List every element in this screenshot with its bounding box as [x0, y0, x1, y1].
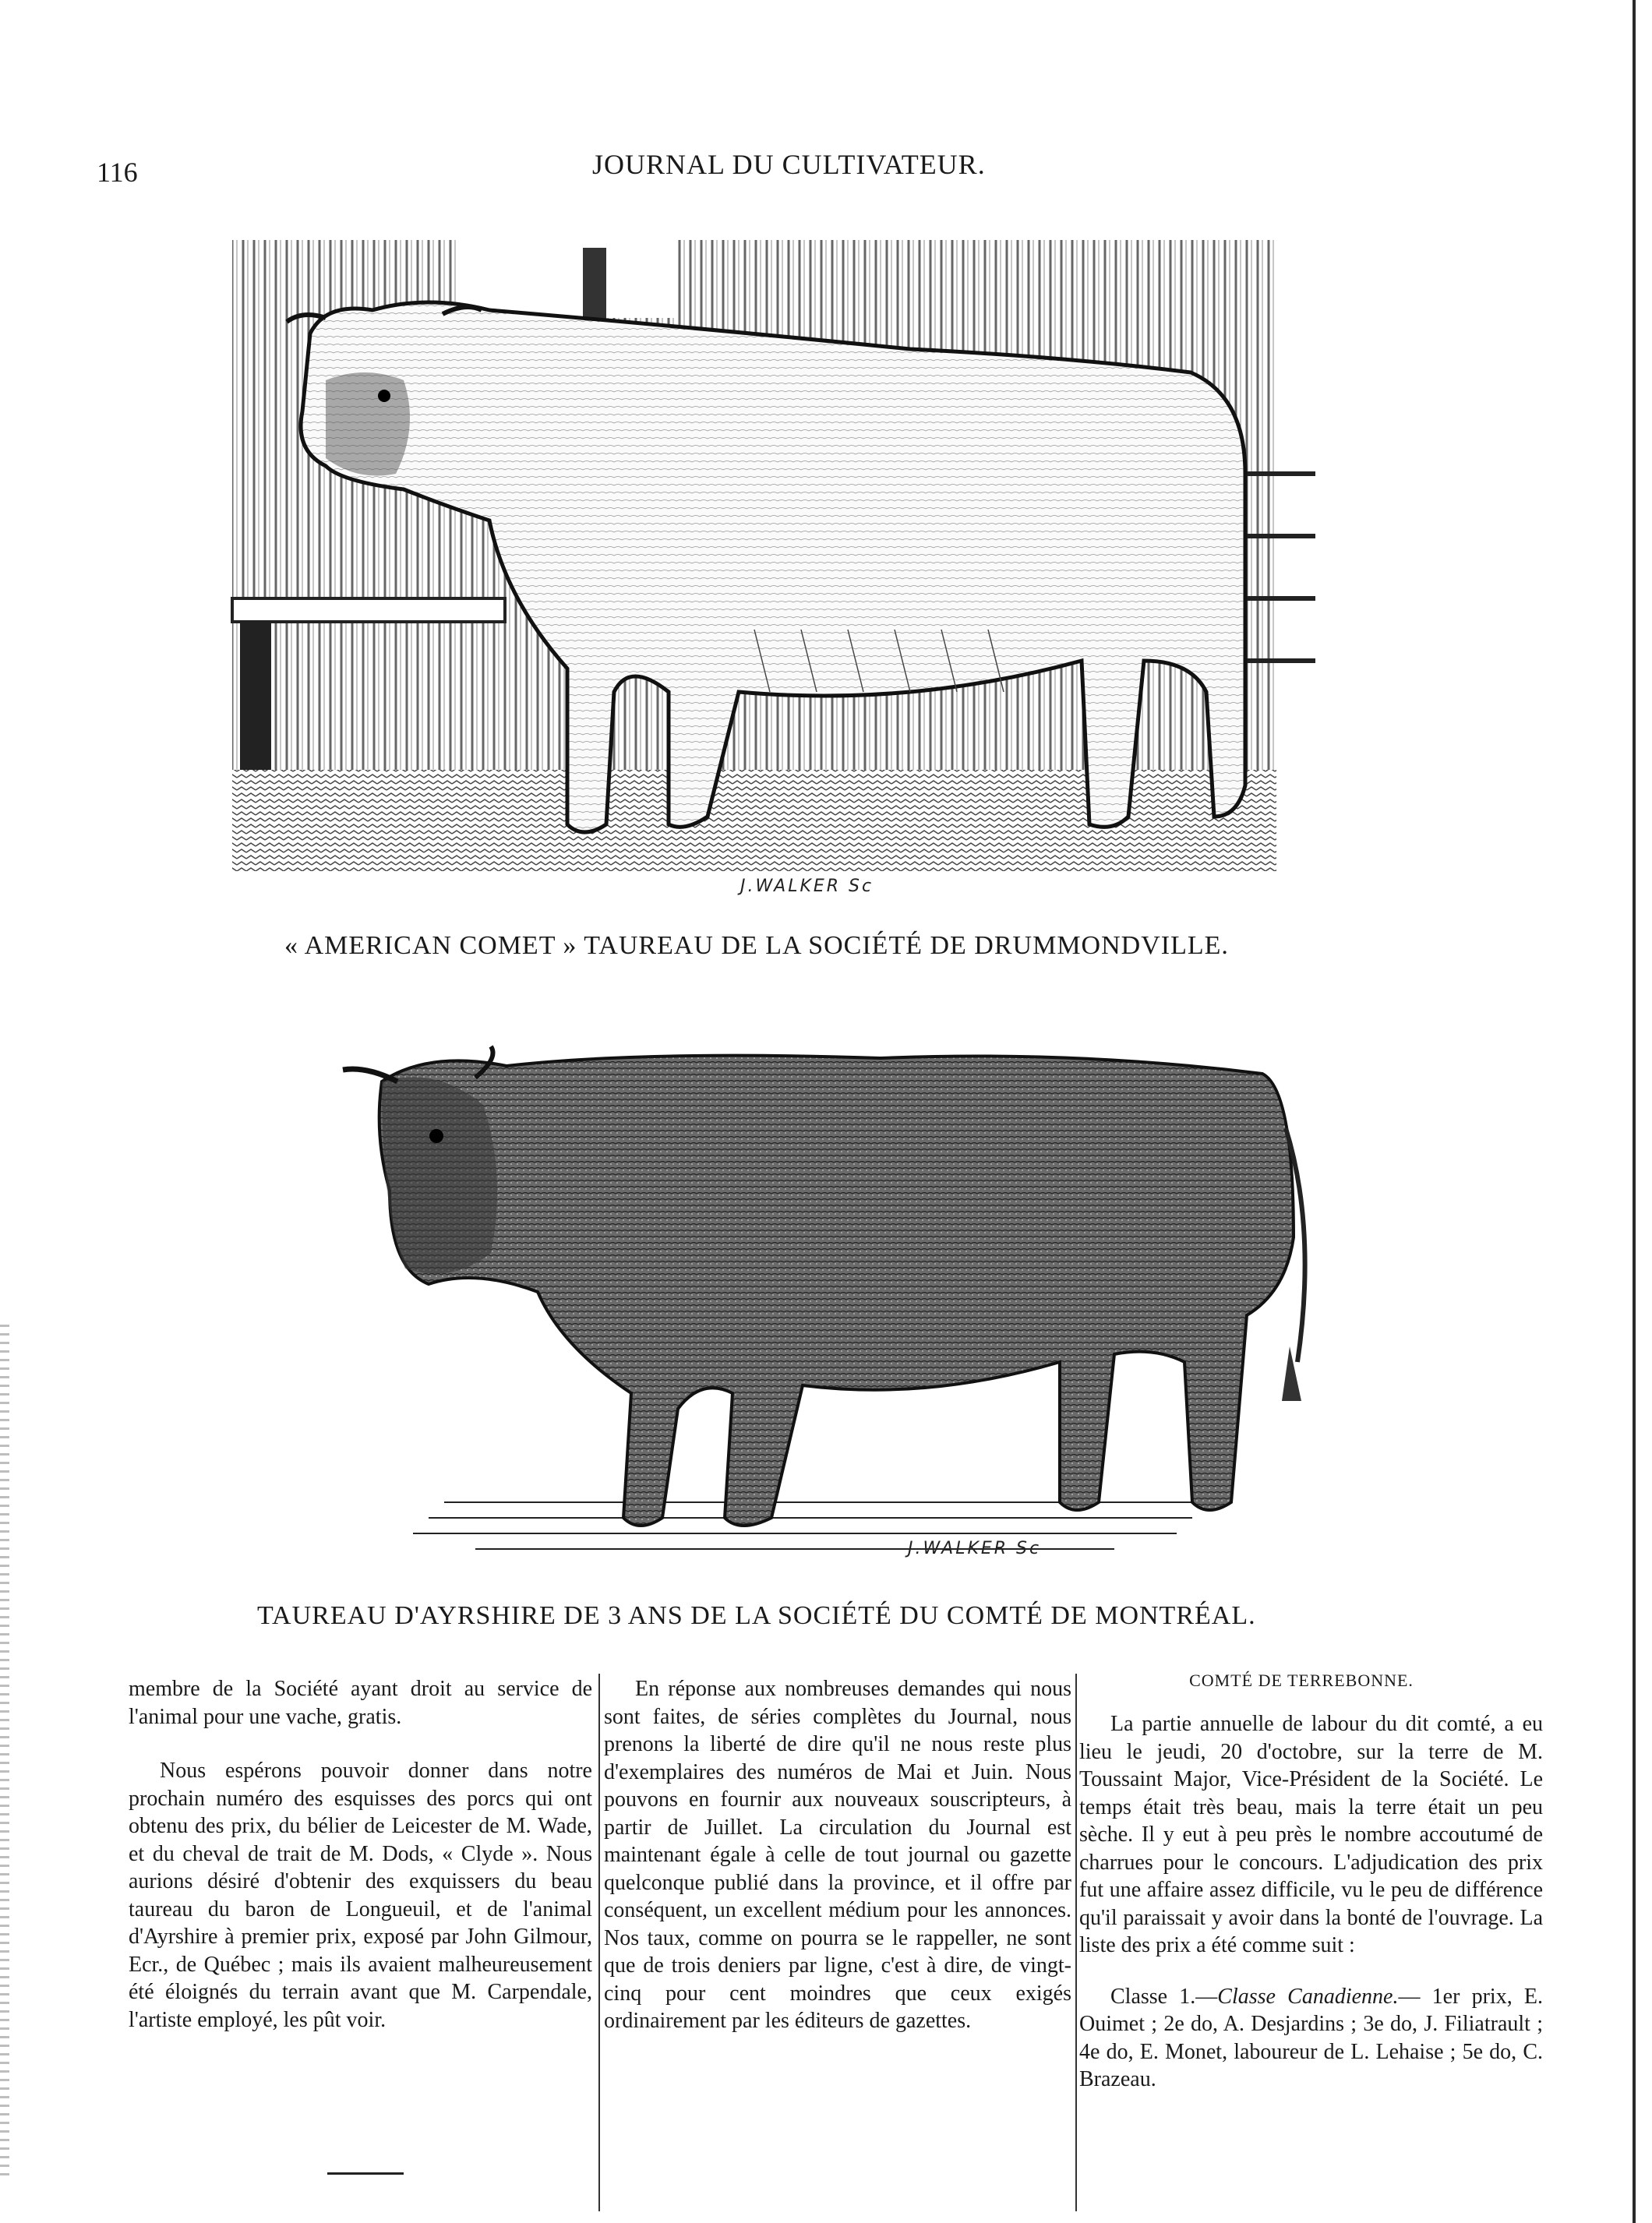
- prize-list: — 1er prix, E. Ouimet ; 2e do, A. Desjardins ; 3e do, J. Filiatrault ; 4e do, E. Monet, laboureur de L. Lehaise ; 5e do, C. Brazeau.: [1079, 1984, 1543, 2091]
- section-heading: COMTÉ DE TERREBONNE.: [1189, 1671, 1414, 1690]
- paragraph: membre de la Société ayant droit au service de l'animal pour une vache, gratis.: [129, 1677, 592, 1729]
- page-edge-speckle: [0, 1325, 9, 2182]
- section-end-rule: [327, 2172, 404, 2175]
- figure-caption: TAUREAU D'AYRSHIRE DE 3 ANS DE LA SOCIÉTÉ DU COMTÉ DE MONTRÉAL.: [257, 1601, 1256, 1630]
- class-name: Classe Canadienne.: [1217, 1984, 1399, 2009]
- text-column-middle: [604, 1675, 1071, 2035]
- class-label: Classe 1.—: [1110, 1984, 1218, 2009]
- column-divider: [1075, 1674, 1077, 2211]
- paragraph: La partie annuelle de labour du dit comté, a eu lieu le jeudi, 20 d'octobre, sur la terre de M. Toussaint Major, Vice-Président de la Société. Le temps était très beau, mais la terre était un peu sèche. Il y eut à peu près le nombre accoutumé de charrues pour le concours. L'adjudication des prix fut une affaire assez difficile, vu le peu de différence qu'il paraissait y avoir dans la bonté de l'ouvrage. La liste des prix a été comme suit :: [1079, 1712, 1543, 1957]
- figure-caption: « AMERICAN COMET » TAUREAU DE LA SOCIÉTÉ DE DRUMMONDVILLE.: [284, 931, 1229, 960]
- paragraph: Nous espérons pouvoir donner dans notre prochain numéro des esquisses des porcs qui ont obtenu des prix, du bélier de Leicester de M. Wade, et du cheval de trait de M. Dods, « Clyde ». Nous aurions désiré d'obtenir des exquissers du beau taureau du baron de Longueuil, et de l'animal d'Ayrshire à premier prix, exposé par John Gilmour, Ecr., de Québec ; mais ils avaient malheureusement été éloignés du terrain avant que M. Carpendale, l'artiste employé, les pût voir.: [129, 1759, 592, 2032]
- engraver-signature: J.WALKER Sc: [908, 1539, 1042, 1558]
- page-number: 116: [97, 157, 138, 188]
- engraver-signature: J.WALKER Sc: [740, 877, 874, 896]
- running-head: JOURNAL DU CULTIVATEUR.: [592, 149, 986, 180]
- text-column-right: [1079, 1710, 1543, 2094]
- text-column-left: [129, 1675, 592, 2034]
- paragraph: En réponse aux nombreuses demandes qui nous sont faites, de séries complètes du Journal, nous prenons la liberté de dire qu'il ne nous reste plus d'exemplaires des numéros de Mai et Juin. Nous pouvons en fournir aux nouveaux souscripteurs, à partir de Juillet. La circulation du Journal est maintenant égale à celle de tout journal ou gazette quelconque publié dans la province, et il offre par conséquent, un excellent médium pour les annonces. Nos taux, comme on pourra se le rappeller, ne sont que de trois deniers par ligne, c'est à dire, de vingt-cinq pour cent moindres que ceux exigés ordinairement par les éditeurs de gazettes.: [604, 1677, 1071, 2033]
- engraving-ayrshire-bull: [335, 1035, 1313, 1572]
- column-divider: [598, 1674, 600, 2211]
- paragraph-prize-list: [1079, 1983, 1543, 2094]
- engraving-american-comet: [209, 224, 1315, 902]
- page-edge-shadow: [1633, 0, 1636, 2223]
